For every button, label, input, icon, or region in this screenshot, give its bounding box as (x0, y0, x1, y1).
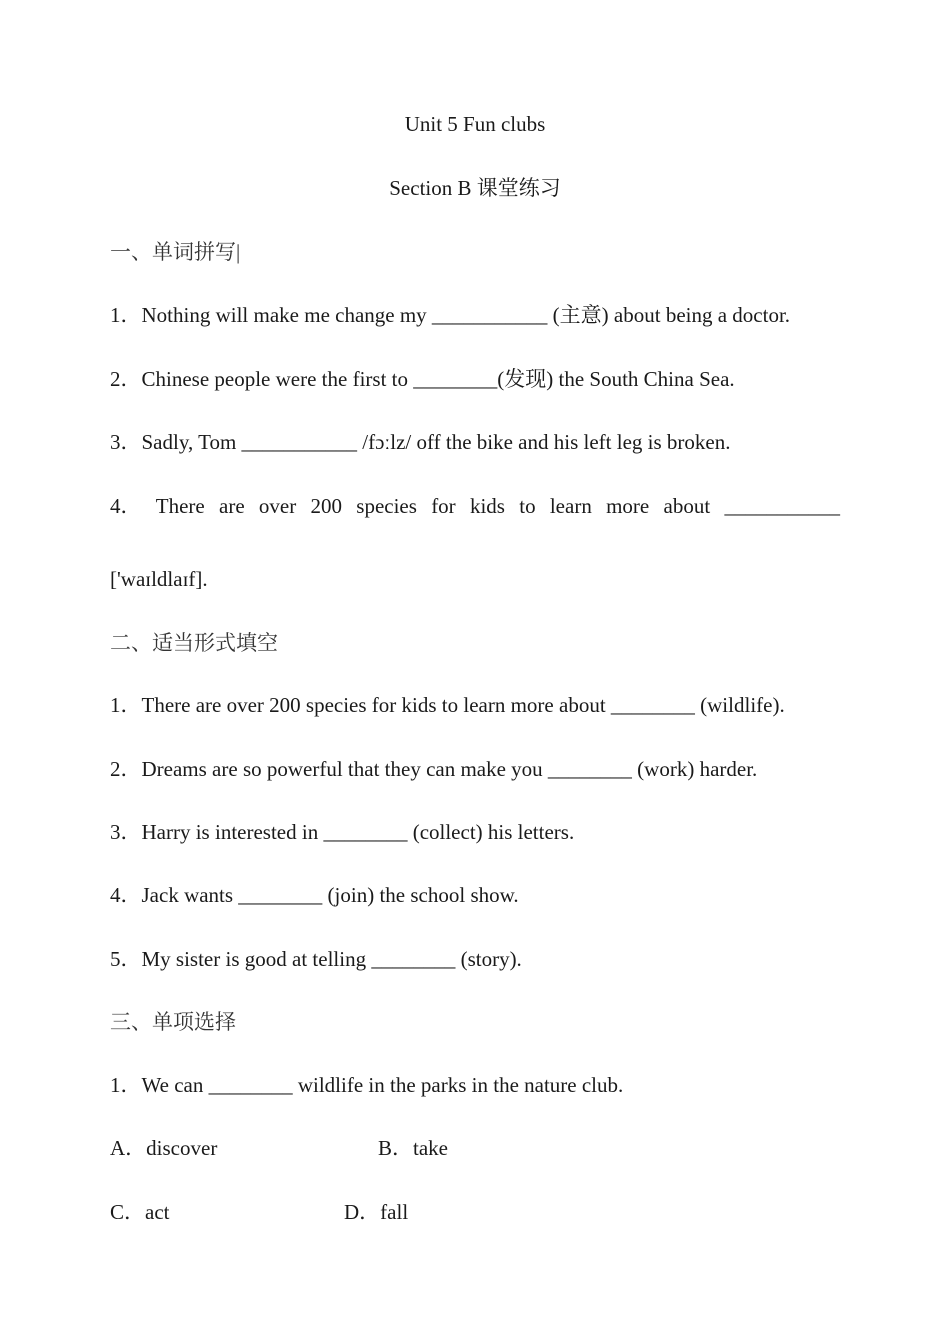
word: 4． (110, 494, 142, 518)
question-1-4 (110, 491, 840, 521)
page-subtitle: Section B 课堂练习 (389, 176, 561, 200)
word: There (155, 494, 205, 518)
word: for (431, 494, 456, 518)
question-1-3: 3．Sadly, Tom ___________ /fɔːlz/ off the bike and his left leg is broken. (110, 430, 731, 454)
word: learn (549, 494, 592, 518)
question-1-4-continuation: ['waɪldlaɪf]. (110, 567, 208, 591)
word: to (519, 494, 536, 518)
question-2-2: 2．Dreams are so powerful that they can make you ________ (work) harder. (110, 757, 758, 781)
word: about (663, 494, 711, 518)
word: 200 (310, 494, 342, 518)
section-3-heading: 三、单项选择 (110, 1010, 236, 1034)
option-b: B．take (378, 1136, 448, 1160)
word: species (356, 494, 417, 518)
question-2-5: 5．My sister is good at telling ________ (story). (110, 947, 522, 971)
word: are (219, 494, 245, 518)
question-2-1: 1．There are over 200 species for kids to learn more about ________ (wildlife). (110, 693, 785, 717)
question-2-4: 4．Jack wants ________ (join) the school show. (110, 883, 519, 907)
section-2-heading: 二、适当形式填空 (110, 631, 278, 655)
word: over (258, 494, 297, 518)
answer-blank: ___________ (724, 494, 840, 518)
question-1-1: 1．Nothing will make me change my ___________ (主意) about being a doctor. (110, 303, 791, 327)
question-1-2: 2．Chinese people were the first to ________(发现) the South China Sea. (110, 367, 735, 391)
word: more (606, 494, 650, 518)
question-3-1: 1．We can ________ wildlife in the parks in the nature club. (110, 1073, 624, 1097)
page-title: Unit 5 Fun clubs (404, 112, 546, 136)
option-c: C．act (110, 1200, 170, 1224)
option-d: D．fall (344, 1200, 409, 1224)
option-a: A．discover (110, 1136, 218, 1160)
word: kids (469, 494, 505, 518)
section-1-heading: 一、单词拼写| (110, 240, 241, 264)
question-2-3: 3．Harry is interested in ________ (collect) his letters. (110, 820, 575, 844)
